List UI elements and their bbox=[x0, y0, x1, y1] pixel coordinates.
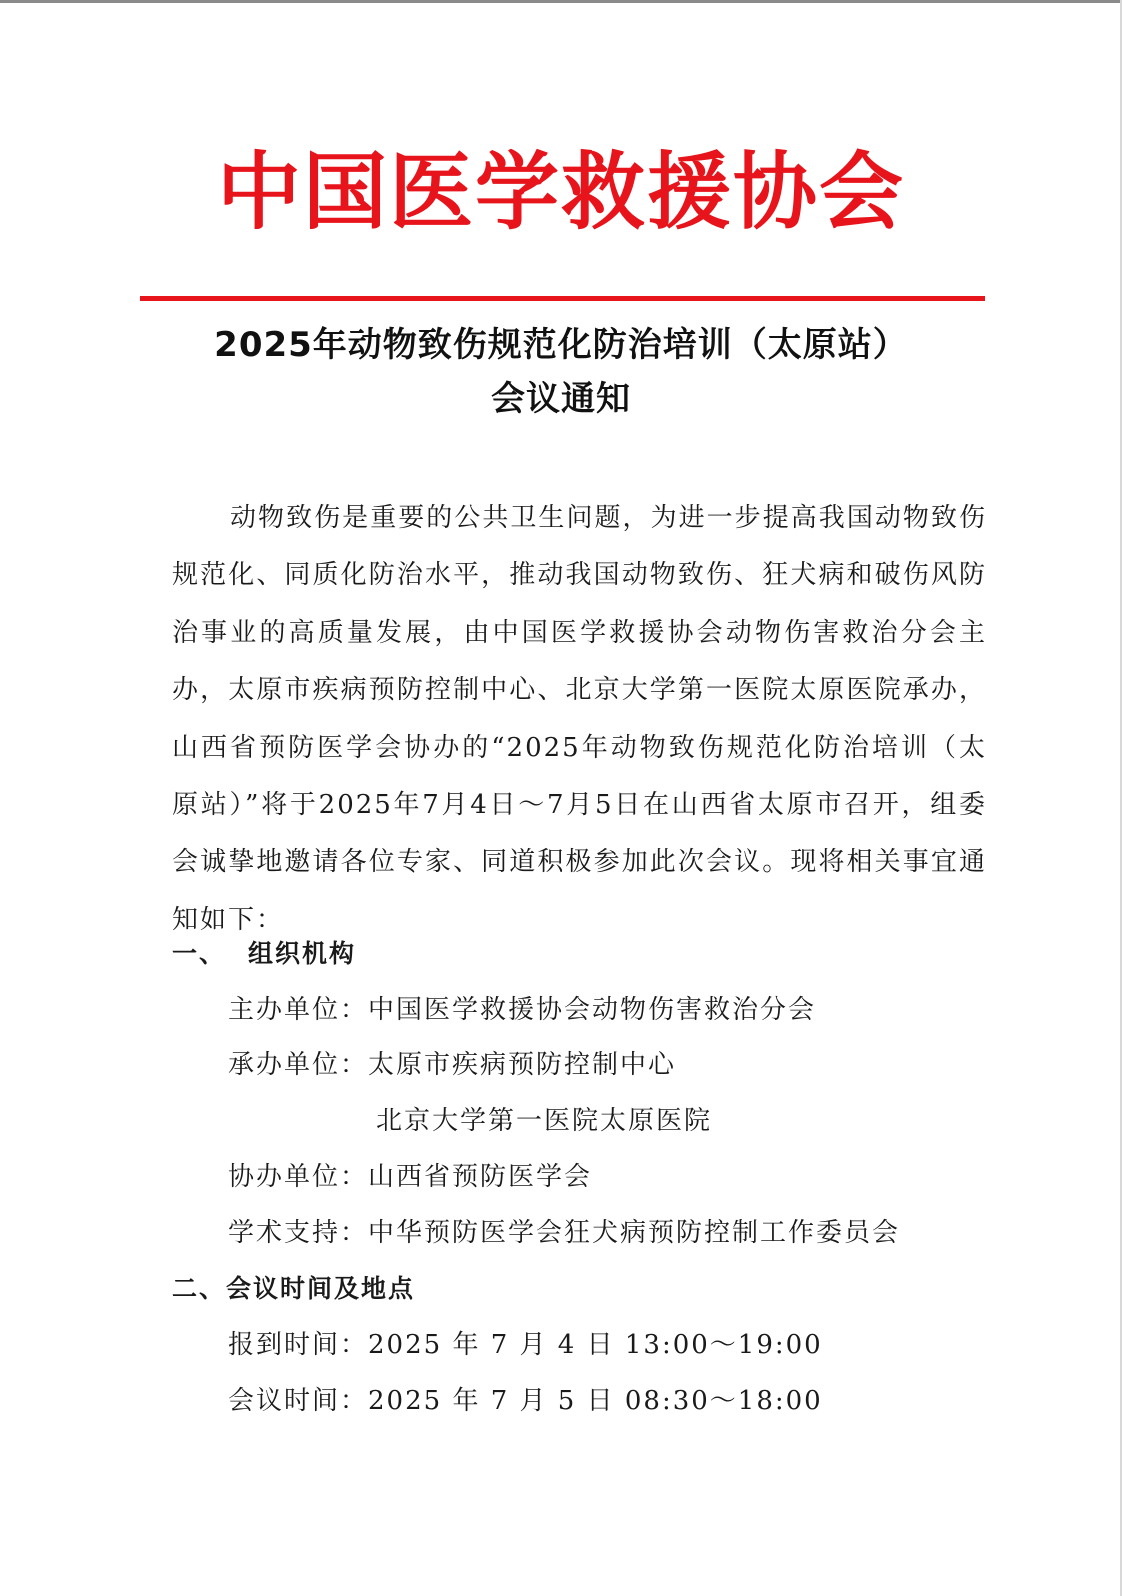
letterhead-title: 中国医学救援协会 bbox=[216, 143, 905, 241]
section2-heading bbox=[172, 1269, 415, 1309]
org-coorganizer-label: 协办单位： bbox=[228, 1162, 369, 1192]
checkin-time-label: 报到时间： bbox=[228, 1330, 369, 1360]
org-academic-support-label: 学术支持： bbox=[228, 1218, 369, 1248]
org-host-row bbox=[228, 990, 816, 1030]
section1-number: 一、 bbox=[172, 939, 227, 968]
org-academic-support-value: 中华预防医学会狂犬病预防控制工作委员会 bbox=[368, 1218, 901, 1248]
meeting-time-label: 会议时间： bbox=[228, 1386, 369, 1416]
org-organizer-label: 承办单位： bbox=[228, 1050, 369, 1080]
section2-number: 二、 bbox=[172, 1274, 227, 1303]
notice-title-line1: 2025年动物致伤规范化防治培训（太原站） bbox=[214, 325, 908, 365]
checkin-time-row bbox=[228, 1325, 823, 1365]
scan-edge-top bbox=[0, 0, 1122, 3]
intro-paragraph: 动物致伤是重要的公共卫生问题，为进一步提高我国动物致伤规范化、同质化防治水平，推动我国动物致伤、狂犬病和破伤风防治事业的高质量发展，由中国医学救援协会动物伤害救治分会主办，太原市疾病预防控制中心、北京大学第一医院太原医院承办，山西省预防医学会协办的“2025年动物致伤规范化防治培训（太原站）”将于2025年7月4日～7月5日在山西省太原市召开，组委会诚挚地邀请各位专家、同道积极参加此次会议。现将相关事宜通知如下： bbox=[172, 503, 987, 935]
section2-title: 会议时间及地点 bbox=[226, 1274, 416, 1303]
letterhead-divider bbox=[140, 296, 985, 301]
org-host-label: 主办单位： bbox=[228, 995, 369, 1025]
org-academic-support-row bbox=[228, 1213, 900, 1253]
section1-title: 组织机构 bbox=[248, 939, 357, 968]
section1-heading bbox=[172, 934, 356, 974]
checkin-time-value: 2025 年 7 月 4 日 13:00～19:00 bbox=[368, 1330, 823, 1360]
meeting-time-row bbox=[228, 1381, 823, 1421]
meeting-time-value: 2025 年 7 月 5 日 08:30～18:00 bbox=[368, 1386, 823, 1416]
org-organizer-row bbox=[228, 1045, 676, 1085]
notice-title-line2: 会议通知 bbox=[491, 379, 631, 419]
org-coorganizer-value: 山西省预防医学会 bbox=[368, 1162, 593, 1192]
org-host-value: 中国医学救援协会动物伤害救治分会 bbox=[368, 995, 817, 1025]
org-organizer-value-2: 北京大学第一医院太原医院 bbox=[376, 1106, 713, 1136]
org-organizer-row-2 bbox=[376, 1101, 712, 1141]
org-coorganizer-row bbox=[228, 1157, 592, 1197]
org-organizer-value: 太原市疾病预防控制中心 bbox=[368, 1050, 677, 1080]
